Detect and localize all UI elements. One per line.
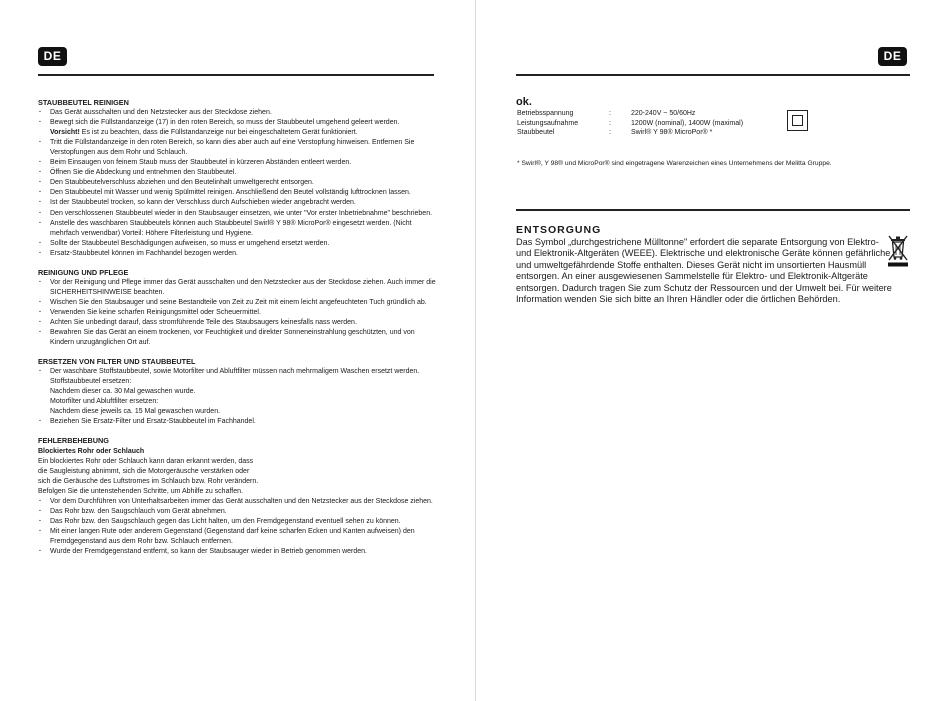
header-rule-right [516,74,910,76]
disposal-title: ENTSORGUNG [516,224,602,236]
right-page [476,0,950,701]
list-item: · Bewahren Sie das Gerät an einem trockenen, vor Feuchtigkeit und direkter Sonneneinstrahlung geschützten, und von Kindern unzugänglichen Ort auf. [38,328,438,348]
fehlerbehebung-list [38,497,438,557]
list-item: · Vor der Reinigung und Pflege immer das Gerät ausschalten und den Netzstecker aus der Steckdose ziehen. Auch immer die SICHERHEITSHINWEISE beachten. [38,278,438,298]
para-line: Befolgen Sie die untenstehenden Schritte, um Abhilfe zu schaffen. [38,487,243,495]
para-line: die Saugleistung abnimmt, sich die Motorgeräusche verstärken oder [38,467,250,475]
list-item: · Ist der Staubbeutel trocken, so kann der Verschluss durch Aufschieben wieder angebracht werden. [38,198,438,208]
list-item: · Anstelle des waschbaren Staubbeutels können auch Staubbeutel Swirl® Y 98® MicroPor® eingesetzt werden. (Nicht mehrfach verwendbar) Vorteil: Höhere Filterleistung und Hygiene. [38,219,438,239]
disposal-text: Das Symbol „durchgestrichene Mülltonne" erfordert die separate Entsorgung von Elektro- und Elektronik-Altgeräten (WEEE). Elektrische und elektronische Geräte können gefährliche und umweltgefährdende Stoffe enthalten. Dieses Gerät nicht im unsortierten Hausmüll entsorgen. An einer ausgewiesenen Sammelstelle für Elektro- und Elektronik-Altgeräte entsorgen. Dadurch tragen Sie zum Schutz der Ressourcen und der Umwelt bei. Für weitere Information wenden Sie sich bitte an Ihren Händler oder die örtlichen Behörden. [516,237,892,305]
language-badge-right: DE [878,47,907,66]
ersetzen-list-2 [38,417,438,427]
sub-line: Motorfilter und Abluftfilter ersetzen: [50,398,159,406]
spec-value: Swirl® Y 98® MicroPor® * [631,129,713,137]
warning-lead: Vorsicht! [50,129,80,137]
section-title-fehlerbehebung: FEHLERBEHEBUNG [38,436,109,446]
spec-sep: : [609,110,611,117]
spacer [38,427,438,436]
table-row [517,128,743,138]
spec-table [517,109,743,138]
sub-line: Stoffstaubbeutel ersetzen: [50,378,132,386]
warning-note [38,128,438,138]
list-item: · Mit einer langen Rute oder anderem Gegenstand (Gegenstand darf keine scharfen Ecken und Kanten aufweisen) den Fremdgegenstand aus dem Rohr bzw. Schlauch entfernen. [38,527,438,547]
table-row [517,119,743,129]
sub-line: Nachdem dieser ca. 30 Mal gewaschen wurde. [50,388,196,396]
list-item: · Beziehen Sie Ersatz-Filter und Ersatz-Staubbeutel im Fachhandel. [38,417,438,427]
ersetzen-list [38,367,438,377]
list-item: · Sollte der Staubbeutel Beschädigungen aufweisen, so muss er umgehend ersetzt werden. [38,239,438,249]
list-item: · Der waschbare Stoffstaubbeutel, sowie Motorfilter und Abluftfilter müssen nach mehrmaligem Waschen ersetzt werden. [38,367,438,377]
list-item: · Bewegt sich die Füllstandanzeige (17) in den roten Bereich, so muss der Staubbeutel umgehend geleert werden. [38,118,438,128]
warning-text: Es ist zu beachten, dass die Füllstandanzeige nur bei eingeschaltetem Gerät funktioniert. [79,129,358,137]
reinigung-list [38,278,438,348]
list-item: · Vor dem Durchführen von Unterhaltsarbeiten immer das Gerät ausschalten und den Netzstecker aus der Steckdose ziehen. [38,497,438,507]
left-content [38,98,438,557]
spec-sep: : [609,129,611,137]
list-item: · Das Rohr bzw. den Saugschlauch vom Gerät abnehmen. [38,507,438,517]
section-title-ersetzen: ERSETZEN VON FILTER UND STAUBBEUTEL [38,357,196,367]
list-item: · Den verschlossenen Staubbeutel wieder in den Staubsauger einsetzen, wie unter "Vor erster Inbetriebnahme" beschrieben. [38,209,438,219]
spec-label: Betriebsspannung [517,110,574,117]
header-rule [38,74,434,76]
sub-line: Nachdem diese jeweils ca. 15 Mal gewaschen wurden. [50,408,221,416]
brand-logo: ok. [516,96,532,108]
spec-label: Staubbeutel [517,129,555,137]
list-item: · Den Staubbeutelverschluss abziehen und den Beutelinhalt umweltgerecht entsorgen. [38,178,438,188]
list-item: · Das Rohr bzw. den Saugschlauch gegen das Licht halten, um den Fremdgegenstand eventuell sehen zu können. [38,517,438,527]
list-item: · Das Gerät ausschalten und den Netzstecker aus der Steckdose ziehen. [38,108,438,118]
spec-sep: : [609,119,611,127]
staubbeutel-list [38,108,438,128]
list-item: · Tritt die Füllstandanzeige in den roten Bereich, so kann dies aber auch auf eine Verstopfung hinweisen. Entfernen Sie Verstopfungen aus dem Rohr und Schlauch. [38,138,438,158]
list-item: · Wurde der Fremdgegenstand entfernt, so kann der Staubsauger wieder in Betrieb genommen werden. [38,547,438,557]
spec-value: 1200W (nominal), 1400W (maximal) [631,119,744,127]
staubbeutel-list-2 [38,138,438,259]
list-item: · Ersatz-Staubbeutel können im Fachhandel bezogen werden. [38,249,438,259]
para-line: sich die Geräusche des Luftstromes im Schlauch bzw. Rohr verändern. [38,477,259,485]
protection-class-ii-icon [787,110,808,131]
table-row [517,109,743,119]
list-item: · Verwenden Sie keine scharfen Reinigungsmittel oder Scheuermittel. [38,308,438,318]
list-item: · Wischen Sie den Staubsauger und seine Bestandteile von Zeit zu Zeit mit einem leicht angefeuchteten Tuch gründlich ab. [38,298,438,308]
list-item: · Achten Sie unbedingt darauf, dass stromführende Teile des Staubsaugers keinesfalls nass werden. [38,318,438,328]
section-title-reinigung: REINIGUNG UND PFLEGE [38,267,129,277]
section-title-staubbeutel: STAUBBEUTEL REINIGEN [38,98,129,107]
subsection-title: Blockiertes Rohr oder Schlauch [38,447,145,455]
list-item: · Beim Einsaugen von feinem Staub muss der Staubbeutel in kürzeren Abständen entleert werden. [38,158,438,168]
spec-value: 220-240V ~ 50/60Hz [631,110,696,117]
para-line: Ein blockiertes Rohr oder Schlauch kann daran erkannt werden, dass [38,457,254,465]
spec-label: Leistungsaufnahme [517,119,579,127]
list-item: · Öffnen Sie die Abdeckung und entnehmen den Staubbeutel. [38,168,438,178]
language-badge: DE [38,47,67,66]
section-rule [516,209,910,211]
spacer [38,348,438,357]
spacer [38,259,438,268]
list-item: · Den Staubbeutel mit Wasser und wenig Spülmittel reinigen. Anschließend den Beutel vollständig lufttrocknen lassen. [38,188,438,198]
trademark-footnote: * Swirl®, Y 98® und MicroPor® sind eingetragene Warenzeichen eines Unternehmens der Melitta Gruppe. [517,160,832,167]
crossed-bin-icon [886,233,910,267]
